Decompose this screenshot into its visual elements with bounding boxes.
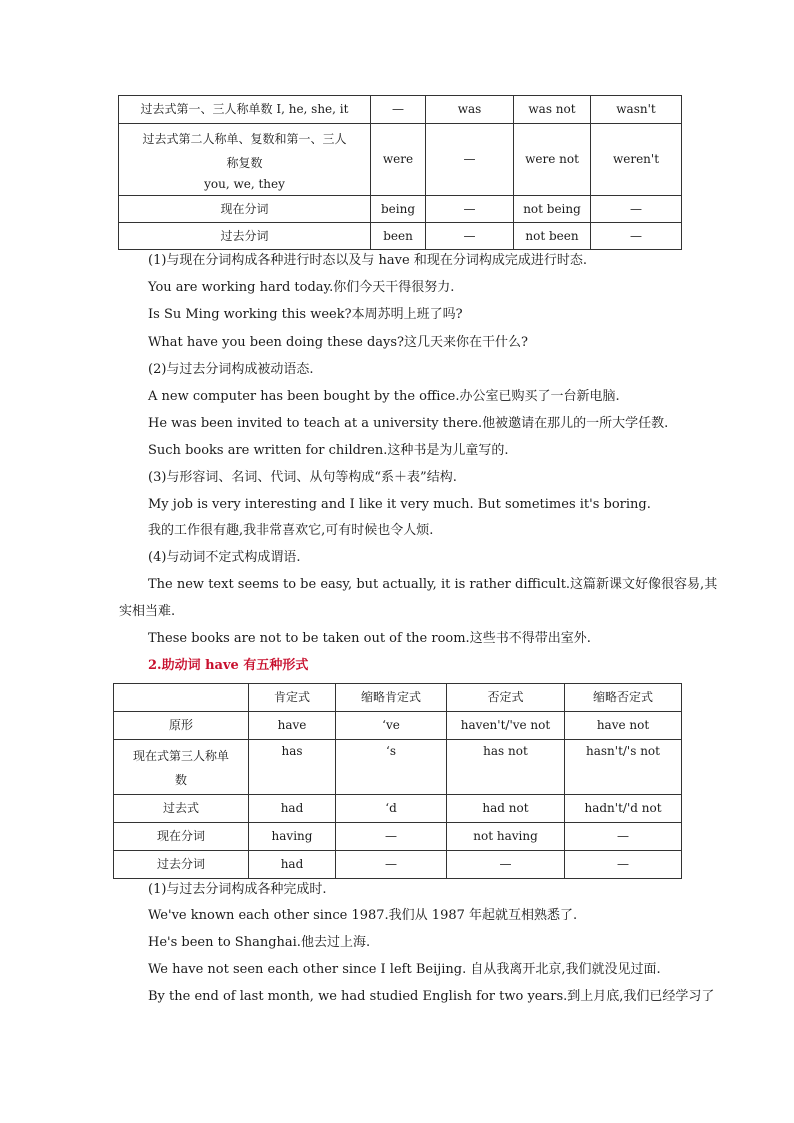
text-line: My job is very interesting and I like it very much. But sometimes it's boring.: [148, 497, 651, 512]
row-label-line: you, we, they: [204, 176, 285, 191]
text-line: The new text seems to be easy, but actually, it is rather difficult.这篇新课文好像很容易,其: [148, 577, 718, 592]
cell: —: [426, 196, 514, 223]
text-line: He's been to Shanghai.他去过上海.: [148, 935, 371, 950]
cell: —: [426, 124, 514, 196]
row-label-line: 称复数: [226, 155, 263, 170]
cell: ‘s: [336, 740, 447, 795]
text-line: By the end of last month, we had studied English for two years.到上月底,我们已经学习了: [148, 989, 715, 1004]
cell: —: [565, 851, 682, 879]
row-label-line: 过去式第二人称单、复数和第一、三人: [142, 131, 347, 146]
text-line: He was been invited to teach at a university there.他被邀请在那儿的一所大学任教.: [148, 416, 669, 431]
row-label: [119, 124, 371, 196]
cell: —: [426, 223, 514, 250]
row-label-line: 现在式第三人称单: [132, 749, 229, 763]
table-row: [119, 196, 682, 223]
cell: was not: [514, 96, 591, 124]
table-row: [119, 96, 682, 124]
text-line: 我的工作很有趣,我非常喜欢它,可有时候也令人烦.: [148, 523, 434, 538]
header-cell: 肯定式: [249, 684, 336, 712]
cell: —: [591, 196, 682, 223]
section-heading: 2.助动词 have 有五种形式: [148, 658, 309, 673]
row-label: 过去分词: [114, 851, 249, 879]
row-label: 过去式: [114, 795, 249, 823]
cell: not being: [514, 196, 591, 223]
cell: was: [426, 96, 514, 124]
cell: —: [447, 851, 565, 879]
header-cell: 否定式: [447, 684, 565, 712]
cell: —: [336, 851, 447, 879]
text-line: (3)与形容词、名词、代词、从句等构成“系＋表”结构.: [148, 470, 457, 485]
row-label: 现在分词: [114, 823, 249, 851]
cell: had: [249, 795, 336, 823]
text-line: We've known each other since 1987.我们从 1987 年起就互相熟悉了.: [148, 908, 578, 923]
text-line: Such books are written for children.这种书是为儿童写的.: [148, 443, 509, 458]
cell: hadn't/'d not: [565, 795, 682, 823]
cell: been: [371, 223, 426, 250]
cell: has: [249, 740, 336, 795]
text-line: (2)与过去分词构成被动语态.: [148, 362, 314, 377]
table-row: [114, 712, 682, 740]
cell: haven't/'ve not: [447, 712, 565, 740]
header-cell: [114, 684, 249, 712]
cell: —: [371, 96, 426, 124]
text-line: (4)与动词不定式构成谓语.: [148, 550, 301, 565]
cell: has not: [447, 740, 565, 795]
cell: —: [336, 823, 447, 851]
table-row: [114, 740, 682, 795]
cell: have: [249, 712, 336, 740]
have-forms-table: [113, 683, 682, 879]
text-line: What have you been doing these days?这几天来你在干什么?: [148, 335, 528, 350]
row-label: 过去分词: [119, 223, 371, 250]
row-label: 过去式第一、三人称单数 I, he, she, it: [119, 96, 371, 124]
table-header-row: [114, 684, 682, 712]
text-line: (1)与过去分词构成各种完成时.: [148, 882, 327, 897]
table-row: [114, 795, 682, 823]
cell: not been: [514, 223, 591, 250]
cell: being: [371, 196, 426, 223]
row-label: 原形: [114, 712, 249, 740]
table-row: [114, 823, 682, 851]
text-line: Is Su Ming working this week?本周苏明上班了吗?: [148, 307, 463, 322]
cell: had not: [447, 795, 565, 823]
header-cell: 缩略肯定式: [336, 684, 447, 712]
cell: ‘ve: [336, 712, 447, 740]
text-line: You are working hard today.你们今天干得很努力.: [148, 280, 455, 295]
text-line: We have not seen each other since I left Beijing. 自从我离开北京,我们就没见过面.: [148, 962, 661, 977]
text-line: A new computer has been bought by the office.办公室已购买了一台新电脑.: [148, 389, 620, 404]
row-label: 现在分词: [119, 196, 371, 223]
cell: hasn't/'s not: [565, 740, 682, 795]
cell: not having: [447, 823, 565, 851]
row-label-line: 数: [174, 773, 187, 787]
row-label: [114, 740, 249, 795]
text-line: (1)与现在分词构成各种进行时态以及与 have 和现在分词构成完成进行时态.: [148, 253, 587, 268]
table-row: [119, 223, 682, 250]
cell: weren't: [591, 124, 682, 196]
cell: had: [249, 851, 336, 879]
cell: —: [565, 823, 682, 851]
cell: were: [371, 124, 426, 196]
table-row: [119, 124, 682, 196]
cell: were not: [514, 124, 591, 196]
be-forms-table: [118, 95, 682, 250]
header-cell: 缩略否定式: [565, 684, 682, 712]
cell: ‘d: [336, 795, 447, 823]
cell: wasn't: [591, 96, 682, 124]
cell: —: [591, 223, 682, 250]
cell: have not: [565, 712, 682, 740]
text-line: 实相当难.: [119, 604, 176, 619]
cell: having: [249, 823, 336, 851]
table-row: [114, 851, 682, 879]
text-line: These books are not to be taken out of the room.这些书不得带出室外.: [148, 631, 591, 646]
